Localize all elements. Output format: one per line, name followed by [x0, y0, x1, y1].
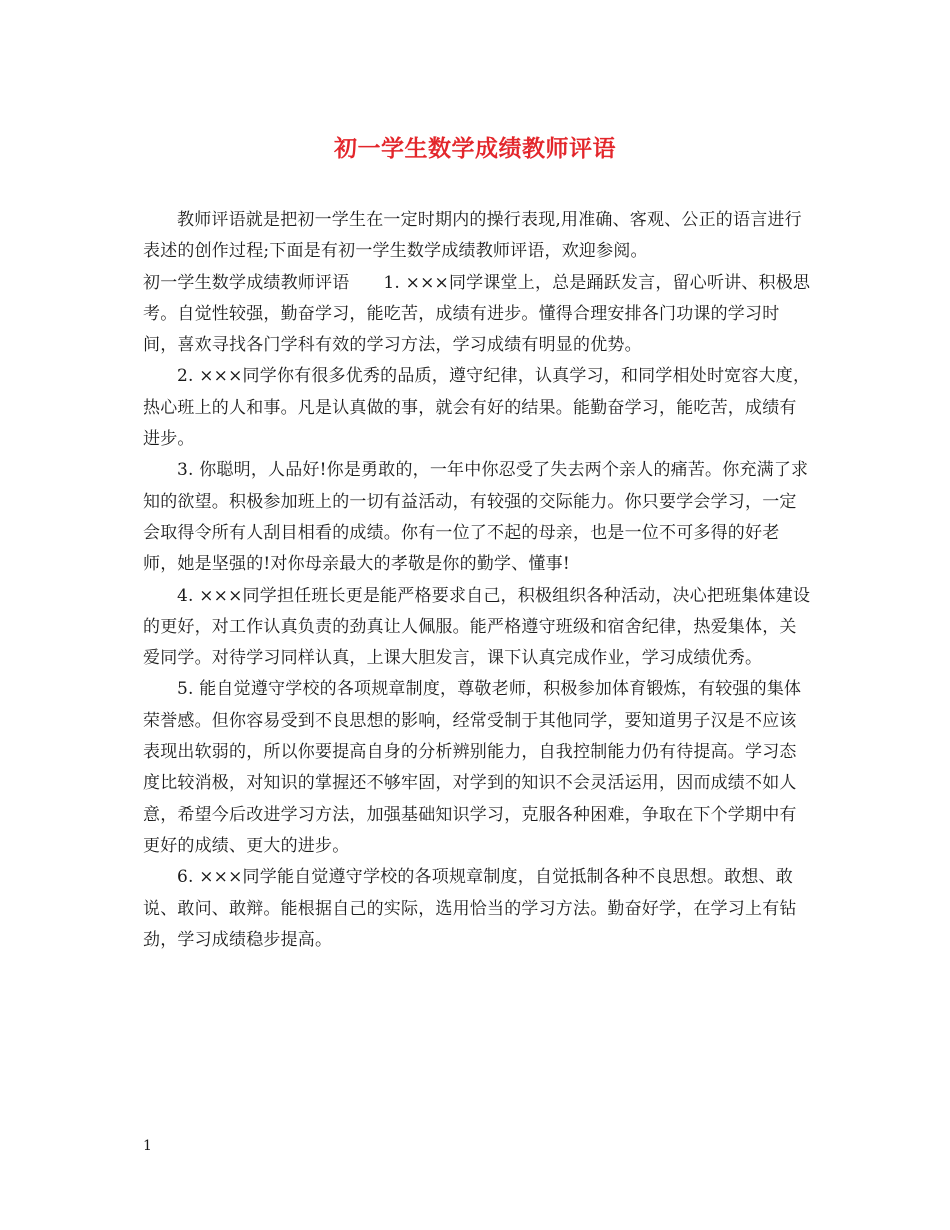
comment-text-1: 1. ×××同学课堂上，总是踊跃发言，留心听讲、积极思考。自觉性较强，勤奋学习，能吃苦，成绩有进步。懂得合理安排各门功课的学习时间，喜欢寻找各门学科有效的学习方法，学习成绩有明显的优势。	[143, 272, 811, 356]
intro-paragraph: 教师评语就是把初一学生在一定时期内的操行表现,用准确、客观、公正的语言进行表述的创作过程;下面是有初一学生数学成绩教师评语，欢迎参阅。	[143, 210, 802, 262]
page-number: 1	[143, 1138, 152, 1154]
comment-paragraph-5: 5. 能自觉遵守学校的各项规章制度，尊敬老师，积极参加体育锻炼，有较强的集体荣誉感。但你容易受到不良思想的影响，经常受制于其他同学，要知道男子汉是不应该表现出软弱的，所以你要提高自身的分析辨别能力，自我控制能力仍有待提高。学习态度比较消极，对知识的掌握还不够牢固，对学到的知识不会灵活运用，因而成绩不如人意，希望今后改进学习方法，加强基础知识学习，克服各种困难，争取在下个学期中有更好的成绩、更大的进步。	[143, 679, 802, 856]
comment-paragraph-6: 6. ×××同学能自觉遵守学校的各项规章制度，自觉抵制各种不良思想。敢想、敢说、敢问、敢辩。能根据自己的实际，选用恰当的学习方法。勤奋好学，在学习上有钻劲，学习成绩稳步提高。	[143, 867, 797, 950]
section-label: 初一学生数学成绩教师评语	[143, 272, 350, 293]
comment-paragraph-1	[143, 268, 811, 362]
comment-paragraph-2: 2. ×××同学你有很多优秀的品质，遵守纪律，认真学习，和同学相处时宽容大度，热心班上的人和事。凡是认真做的事，就会有好的结果。能勤奋学习，能吃苦，成绩有进步。	[143, 366, 811, 450]
comment-paragraph-4: 4. ×××同学担任班长更是能严格要求自己，积极组织各种活动，决心把班集体建设的更好，对工作认真负责的劲真让人佩服。能严格遵守班级和宿舍纪律，热爱集体，关爱同学。对待学习同样认真，上课大胆发言，课下认真完成作业，学习成绩优秀。	[143, 585, 811, 669]
comment-paragraph-3: 3. 你聪明，人品好!你是勇敢的，一年中你忍受了失去两个亲人的痛苦。你充满了求知的欲望。积极参加班上的一切有益活动，有较强的交际能力。你只要学会学习，一定会取得令所有人刮目相看的成绩。你有一位了不起的母亲，也是一位不可多得的好老师，她是坚强的!对你母亲最大的孝敬是你的勤学、懂事!	[143, 460, 809, 575]
document-body	[143, 205, 811, 956]
document-title: 初一学生数学成绩教师评语	[334, 135, 616, 162]
